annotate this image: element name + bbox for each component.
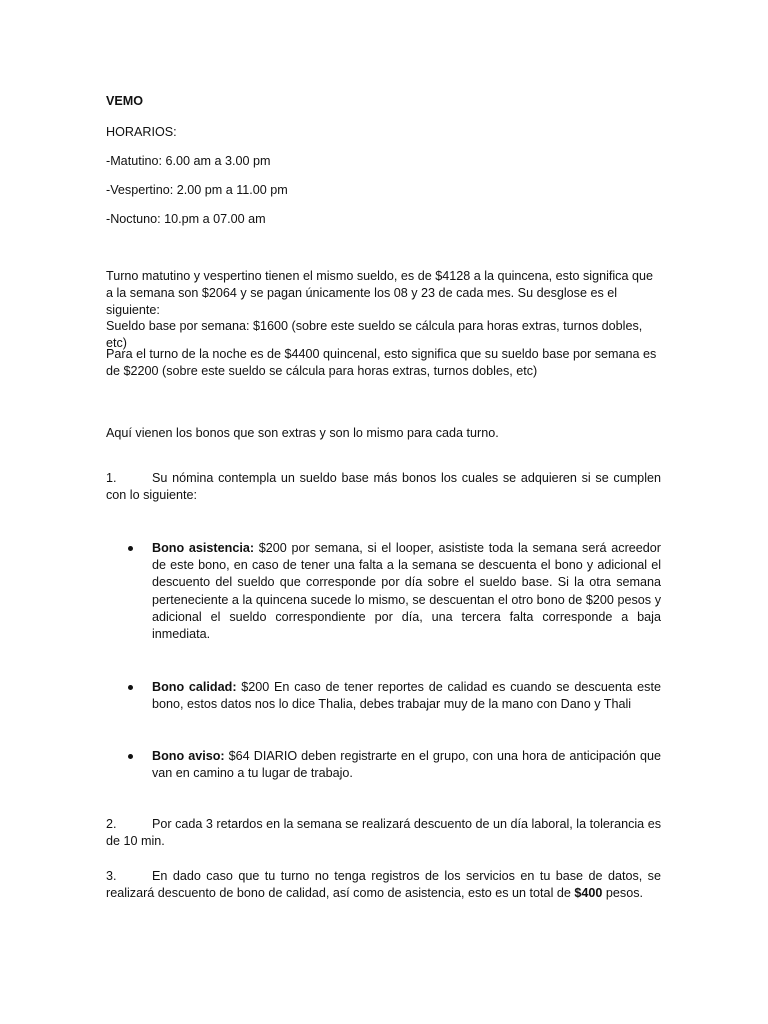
bono-asistencia-label: Bono asistencia: bbox=[152, 541, 255, 555]
shift-nocturno: -Noctuno: 10.pm a 07.00 am bbox=[106, 212, 266, 226]
item-2-text: Por cada 3 retardos en la semana se realizará descuento de un día laboral, la tolerancia es de 10 min. bbox=[106, 817, 661, 848]
shift-matutino: -Matutino: 6.00 am a 3.00 pm bbox=[106, 154, 271, 168]
item-3-number: 3. bbox=[106, 869, 117, 883]
bono-aviso-item bbox=[152, 748, 661, 782]
bono-calidad-label: Bono calidad: bbox=[152, 680, 237, 694]
paragraph-sueldo-matutino: Turno matutino y vespertino tienen el mismo sueldo, es de $4128 a la quincena, esto significa que a la semana son $2064 y se pagan únicamente los 08 y 23 de cada mes. Su desglose es el siguiente: bbox=[106, 269, 653, 317]
paragraph-sueldo-noche: Para el turno de la noche es de $4400 quincenal, esto significa que su sueldo base por semana es de $2200 (sobre este sueldo se cálcula para horas extras, turnos dobles, etc) bbox=[106, 347, 657, 378]
paragraph-sueldo-base: Sueldo base por semana: $1600 (sobre este sueldo se cálcula para horas extras, turnos dobles, etc) bbox=[106, 319, 643, 350]
item-1-number: 1. bbox=[106, 471, 117, 485]
bullet-icon bbox=[128, 754, 133, 759]
item-1-text: Su nómina contempla un sueldo base más bonos los cuales se adquieren si se cumplen con lo siguiente: bbox=[106, 471, 661, 502]
bono-aviso-text: $64 DIARIO deben registrarte en el grupo, con una hora de anticipación que van en camino a tu lugar de trabajo. bbox=[152, 749, 661, 781]
bono-calidad-text: $200 En caso de tener reportes de calidad es cuando se descuenta este bono, estos datos nos lo dice Thalia, debes trabajar muy de la mano con Dano y Thali bbox=[152, 680, 661, 712]
bono-asistencia-text: $200 por semana, si el looper, asististe toda la semana será acreedor de este bono, en caso de tener una falta a la semana se descuenta el bono y adicional el descuento del sueldo que corresponde por día sobre el sueldo base. Si la otra semana perteneciente a la quincena sucede lo mismo, se descuentan el otro bono de $200 pesos y adicional el sueldo correspondiente por día, una tercera falta corresponde a baja inmediata. bbox=[152, 541, 662, 642]
shift-vespertino: -Vespertino: 2.00 pm a 11.00 pm bbox=[106, 183, 288, 197]
bullet-icon bbox=[128, 546, 133, 551]
item-3-total: $400 bbox=[574, 886, 603, 900]
item-3-text bbox=[106, 868, 661, 902]
item-3-text-c: pesos. bbox=[602, 886, 644, 900]
document-title: VEMO bbox=[106, 94, 144, 108]
bonos-intro: Aquí vienen los bonos que son extras y son lo mismo para cada turno. bbox=[106, 426, 499, 440]
bono-aviso-label: Bono aviso: bbox=[152, 749, 225, 763]
item-2-number: 2. bbox=[106, 817, 117, 831]
bono-calidad-item bbox=[152, 679, 661, 713]
item-3-text-a: En dado caso que tu turno no tenga registros de los servicios en tu base de datos, se realizará descuento de bono de calidad, así como de asistencia, esto es un total de bbox=[106, 869, 661, 900]
bullet-icon bbox=[128, 685, 133, 690]
bono-asistencia-item bbox=[152, 540, 661, 643]
horarios-heading: HORARIOS: bbox=[106, 125, 177, 139]
